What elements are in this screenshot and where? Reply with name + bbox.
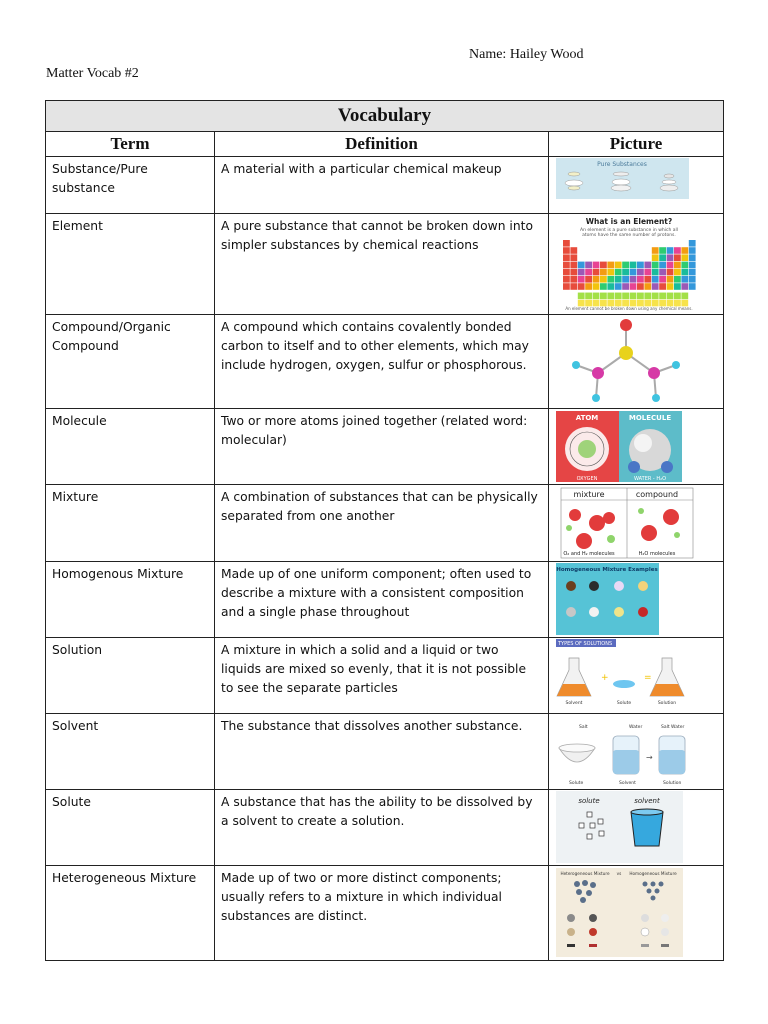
picture-caption: ATOM — [575, 414, 599, 422]
picture-caption: Solvent — [565, 701, 583, 706]
element-cell — [615, 269, 622, 276]
element-cell — [593, 276, 600, 283]
element-cell — [622, 276, 629, 283]
svg-text:=: = — [644, 673, 652, 683]
table-row — [46, 790, 724, 866]
element-cell — [689, 262, 696, 269]
column-header-term: Term — [46, 132, 215, 157]
picture-caption: MOLECULE — [628, 414, 672, 422]
picture-caption: An element cannot be broken down using any chemical means. — [565, 306, 693, 311]
picture-cell — [549, 714, 724, 790]
element-cell — [637, 283, 644, 290]
element-cell — [622, 269, 629, 276]
element-cell — [659, 276, 666, 283]
element-cell — [593, 283, 600, 290]
element-cell — [652, 293, 659, 300]
definition-cell: Two or more atoms joined together (related word: molecular) — [215, 409, 549, 485]
element-cell — [644, 269, 651, 276]
element-cell — [689, 269, 696, 276]
table-row — [46, 866, 724, 961]
table-row — [46, 315, 724, 409]
element-cell — [570, 276, 577, 283]
element-cell — [674, 293, 681, 300]
element-cell — [659, 293, 666, 300]
picture-cell — [549, 866, 724, 961]
svg-text:→: → — [646, 753, 653, 762]
element-cell — [563, 276, 570, 283]
element-cell — [607, 262, 614, 269]
picture-caption: An element is a pure substance in which all — [580, 228, 678, 233]
term-cell: Mixture — [46, 485, 215, 562]
atom-molecule-picture — [549, 409, 724, 484]
element-cell — [630, 293, 637, 300]
element-cell — [681, 293, 688, 300]
element-cell — [674, 283, 681, 290]
picture-caption: WATER - H₂O — [633, 476, 667, 482]
element-cell — [667, 269, 674, 276]
element-cell — [563, 269, 570, 276]
element-cell — [689, 240, 696, 247]
table-row — [46, 214, 724, 315]
element-cell — [652, 276, 659, 283]
picture-caption: mixture — [573, 490, 605, 499]
table-row — [46, 409, 724, 485]
element-cell — [585, 283, 592, 290]
element-cell — [615, 262, 622, 269]
element-cell — [622, 283, 629, 290]
table-row — [46, 638, 724, 714]
table-row — [46, 562, 724, 638]
term-cell: Molecule — [46, 409, 215, 485]
element-cell — [615, 293, 622, 300]
definition-cell: A combination of substances that can be physically separated from one another — [215, 485, 549, 562]
picture-caption: Solute — [569, 781, 584, 786]
term-cell: Homogenous Mixture — [46, 562, 215, 638]
hetero-homo-picture — [549, 866, 724, 960]
picture-caption: solute — [578, 797, 600, 805]
element-cell — [681, 254, 688, 261]
element-cell — [667, 262, 674, 269]
column-header-picture: Picture — [549, 132, 724, 157]
picture-caption: O₂ and H₂ molecules — [563, 551, 615, 557]
term-cell: Element — [46, 214, 215, 315]
mixture-compound-picture — [549, 485, 724, 561]
term-cell: Solvent — [46, 714, 215, 790]
element-cell — [563, 262, 570, 269]
element-cell — [667, 247, 674, 254]
element-cell — [615, 283, 622, 290]
picture-caption: OXYGEN — [576, 476, 598, 482]
homogeneous-examples-picture — [549, 562, 724, 637]
picture-cell — [549, 315, 724, 409]
definition-cell: The substance that dissolves another substance. — [215, 714, 549, 790]
element-cell — [563, 254, 570, 261]
picture-caption: Pure Substances — [597, 161, 647, 168]
molecule-model-picture — [549, 315, 724, 408]
solutions-picture — [549, 638, 724, 713]
definition-cell: A material with a particular chemical makeup — [215, 157, 549, 214]
element-cell — [659, 262, 666, 269]
element-cell — [652, 254, 659, 261]
element-cell — [689, 247, 696, 254]
element-cell — [607, 269, 614, 276]
element-cell — [615, 276, 622, 283]
definition-cell: A mixture in which a solid and a liquid or two liquids are mixed so evenly, that it is not possible to see the separate particles — [215, 638, 549, 714]
element-cell — [630, 276, 637, 283]
element-cell — [644, 262, 651, 269]
salt-water-picture — [549, 714, 724, 789]
picture-caption: TYPES OF SOLUTIONS — [558, 641, 613, 647]
element-cell — [630, 283, 637, 290]
element-cell — [674, 262, 681, 269]
element-cell — [622, 262, 629, 269]
element-cell — [652, 283, 659, 290]
term-cell: Solution — [46, 638, 215, 714]
picture-caption: Salt — [579, 725, 588, 730]
element-cell — [667, 293, 674, 300]
element-cell — [600, 276, 607, 283]
element-cell — [570, 254, 577, 261]
element-cell — [600, 262, 607, 269]
element-cell — [585, 262, 592, 269]
element-cell — [578, 269, 585, 276]
element-cell — [630, 269, 637, 276]
picture-caption: compound — [635, 490, 679, 499]
picture-caption: Solute — [616, 701, 632, 706]
element-cell — [644, 293, 651, 300]
student-name: Name: Hailey Wood — [469, 47, 584, 62]
column-header-definition: Definition — [215, 132, 549, 157]
element-cell — [674, 269, 681, 276]
element-cell — [652, 269, 659, 276]
element-cell — [600, 269, 607, 276]
element-cell — [570, 283, 577, 290]
element-cell — [570, 247, 577, 254]
picture-caption: atoms have the same number of protons. — [582, 233, 676, 238]
element-cell — [689, 276, 696, 283]
element-cell — [674, 247, 681, 254]
element-cell — [689, 254, 696, 261]
picture-caption: Homogeneous Mixture Examples — [556, 567, 658, 573]
element-cell — [681, 269, 688, 276]
element-cell — [652, 247, 659, 254]
picture-caption: Solution — [663, 781, 682, 786]
table-caption: Vocabulary — [46, 101, 724, 132]
element-cell — [644, 283, 651, 290]
definition-cell: A compound which contains covalently bonded carbon to itself and to other elements, which may include hydrogen, oxygen, sulfur or phosphorous. — [215, 315, 549, 409]
element-cell — [578, 293, 585, 300]
element-cell — [585, 293, 592, 300]
periodic-table-picture — [549, 214, 724, 314]
element-cell — [681, 276, 688, 283]
picture-caption: Solution — [657, 701, 677, 706]
picture-caption: Homogeneous Mixture — [629, 871, 677, 876]
element-cell — [637, 276, 644, 283]
element-cell — [563, 283, 570, 290]
element-cell — [637, 262, 644, 269]
picture-cell — [549, 409, 724, 485]
element-cell — [570, 269, 577, 276]
term-cell: Heterogeneous Mixture — [46, 866, 215, 961]
element-cell — [607, 276, 614, 283]
picture-cell — [549, 790, 724, 866]
table-row — [46, 714, 724, 790]
definition-cell: A pure substance that cannot be broken down into simpler substances by chemical reactions — [215, 214, 549, 315]
term-cell: Substance/Pure substance — [46, 157, 215, 214]
picture-cell — [549, 214, 724, 315]
definition-cell: Made up of two or more distinct components; usually refers to a mixture in which individual substances are distinct. — [215, 866, 549, 961]
picture-caption: Heterogeneous Mixture — [560, 871, 610, 876]
pure-substances-picture — [549, 157, 724, 213]
solute-solvent-picture — [549, 790, 724, 865]
element-cell — [659, 254, 666, 261]
picture-caption: vs — [616, 871, 622, 876]
element-cell — [600, 283, 607, 290]
picture-cell — [549, 562, 724, 638]
element-cell — [607, 293, 614, 300]
element-cell — [644, 276, 651, 283]
element-cell — [570, 262, 577, 269]
element-cell — [622, 293, 629, 300]
element-cell — [681, 262, 688, 269]
element-cell — [637, 293, 644, 300]
element-cell — [600, 293, 607, 300]
element-cell — [585, 269, 592, 276]
picture-cell — [549, 485, 724, 562]
element-cell — [667, 283, 674, 290]
element-cell — [637, 269, 644, 276]
element-cell — [578, 283, 585, 290]
definition-cell: Made up of one uniform component; often used to describe a mixture with a consistent composition and a single phase throughout — [215, 562, 549, 638]
picture-caption: Water — [629, 725, 643, 730]
table-row — [46, 157, 724, 214]
picture-caption: Salt Water — [661, 725, 685, 730]
element-cell — [681, 247, 688, 254]
element-cell — [659, 247, 666, 254]
element-cell — [630, 262, 637, 269]
element-cell — [578, 276, 585, 283]
element-cell — [585, 276, 592, 283]
definition-cell: A substance that has the ability to be dissolved by a solvent to create a solution. — [215, 790, 549, 866]
picture-caption: solvent — [634, 797, 660, 805]
element-cell — [593, 262, 600, 269]
element-cell — [593, 269, 600, 276]
element-cell — [667, 254, 674, 261]
element-cell — [674, 254, 681, 261]
vocabulary-table — [45, 100, 724, 961]
element-cell — [689, 283, 696, 290]
picture-cell — [549, 638, 724, 714]
picture-caption: H₂O molecules — [638, 551, 676, 557]
element-cell — [674, 276, 681, 283]
svg-text:+: + — [601, 673, 609, 683]
element-cell — [667, 276, 674, 283]
element-cell — [659, 283, 666, 290]
picture-caption: What is an Element? — [585, 217, 673, 226]
element-cell — [563, 240, 570, 247]
element-cell — [578, 262, 585, 269]
term-cell: Solute — [46, 790, 215, 866]
element-cell — [607, 283, 614, 290]
element-cell — [681, 283, 688, 290]
element-cell — [563, 247, 570, 254]
term-cell: Compound/Organic Compound — [46, 315, 215, 409]
picture-cell — [549, 157, 724, 214]
element-cell — [652, 262, 659, 269]
element-cell — [593, 293, 600, 300]
table-row — [46, 485, 724, 562]
document-title: Matter Vocab #2 — [46, 66, 139, 81]
element-cell — [659, 269, 666, 276]
picture-caption: Solvent — [619, 781, 636, 786]
